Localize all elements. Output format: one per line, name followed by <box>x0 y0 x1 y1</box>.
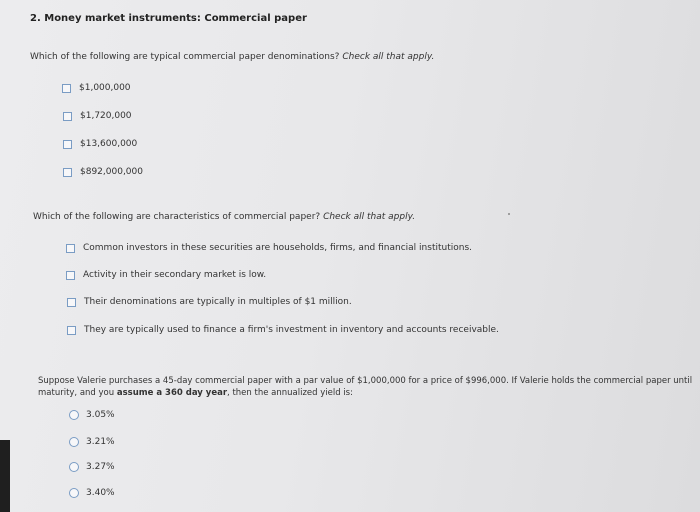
checkbox[interactable] <box>66 244 75 253</box>
q3-text-part2: , then the annualized yield is: <box>227 388 353 398</box>
radio-button[interactable] <box>69 488 79 498</box>
q1-option-2-label: $1,720,000 <box>80 111 132 121</box>
q1-option-4[interactable] <box>63 167 143 177</box>
checkbox[interactable] <box>67 298 76 307</box>
q3-option-4[interactable] <box>69 488 115 498</box>
q2-option-2[interactable] <box>66 270 266 280</box>
cursor-dot <box>508 213 510 215</box>
section-title: 2. Money market instruments: Commercial paper <box>30 13 307 24</box>
q2-option-4-label: They are typically used to finance a firm's investment in inventory and accounts receivable. <box>84 325 499 335</box>
q3-option-1-label: 3.05% <box>86 410 115 420</box>
q2-option-1-label: Common investors in these securities are households, firms, and financial institutions. <box>83 243 472 253</box>
q2-prompt <box>33 212 415 222</box>
q3-text-part1: Suppose Valerie purchases a 45-day commercial paper with a par value of $1,000,000 for a price of $996,000. If Valerie holds the commercial paper until maturity, and you <box>38 376 693 398</box>
checkbox[interactable] <box>67 326 76 335</box>
q3-option-3[interactable] <box>69 462 115 472</box>
q2-option-3-label: Their denominations are typically in multiples of $1 million. <box>84 297 352 307</box>
q1-option-1-label: $1,000,000 <box>79 83 131 93</box>
q3-prompt <box>38 375 693 399</box>
q2-option-3[interactable] <box>67 297 352 307</box>
checkbox[interactable] <box>63 112 72 121</box>
q3-text-bold: assume a 360 day year <box>116 388 228 398</box>
checkbox[interactable] <box>63 168 72 177</box>
q3-option-2-label: 3.21% <box>86 437 115 447</box>
q2-option-1[interactable] <box>66 243 472 253</box>
q3-option-4-label: 3.40% <box>86 488 115 498</box>
q2-option-2-label: Activity in their secondary market is low. <box>83 270 267 280</box>
q2-option-4[interactable] <box>67 325 499 335</box>
radio-button[interactable] <box>69 437 79 447</box>
q3-option-2[interactable] <box>69 437 115 447</box>
checkbox[interactable] <box>66 271 75 280</box>
radio-button[interactable] <box>69 410 79 420</box>
q2-prompt-text: Which of the following are characteristics of commercial paper? <box>33 212 321 222</box>
checkbox[interactable] <box>63 140 72 149</box>
radio-button[interactable] <box>69 462 79 472</box>
q1-instruction: Check all that apply. <box>342 52 435 62</box>
q1-option-3-label: $13,600,000 <box>80 139 138 149</box>
q2-instruction: Check all that apply. <box>323 212 416 222</box>
q1-option-4-label: $892,000,000 <box>80 167 143 177</box>
q1-prompt <box>30 52 434 62</box>
q3-option-1[interactable] <box>69 410 115 420</box>
q1-option-3[interactable] <box>63 139 137 149</box>
q3-option-3-label: 3.27% <box>86 462 115 472</box>
q1-option-2[interactable] <box>63 111 132 121</box>
window-edge <box>0 440 10 512</box>
q1-prompt-text: Which of the following are typical commercial paper denominations? <box>30 52 340 62</box>
checkbox[interactable] <box>62 84 71 93</box>
q1-option-1[interactable] <box>62 83 131 93</box>
